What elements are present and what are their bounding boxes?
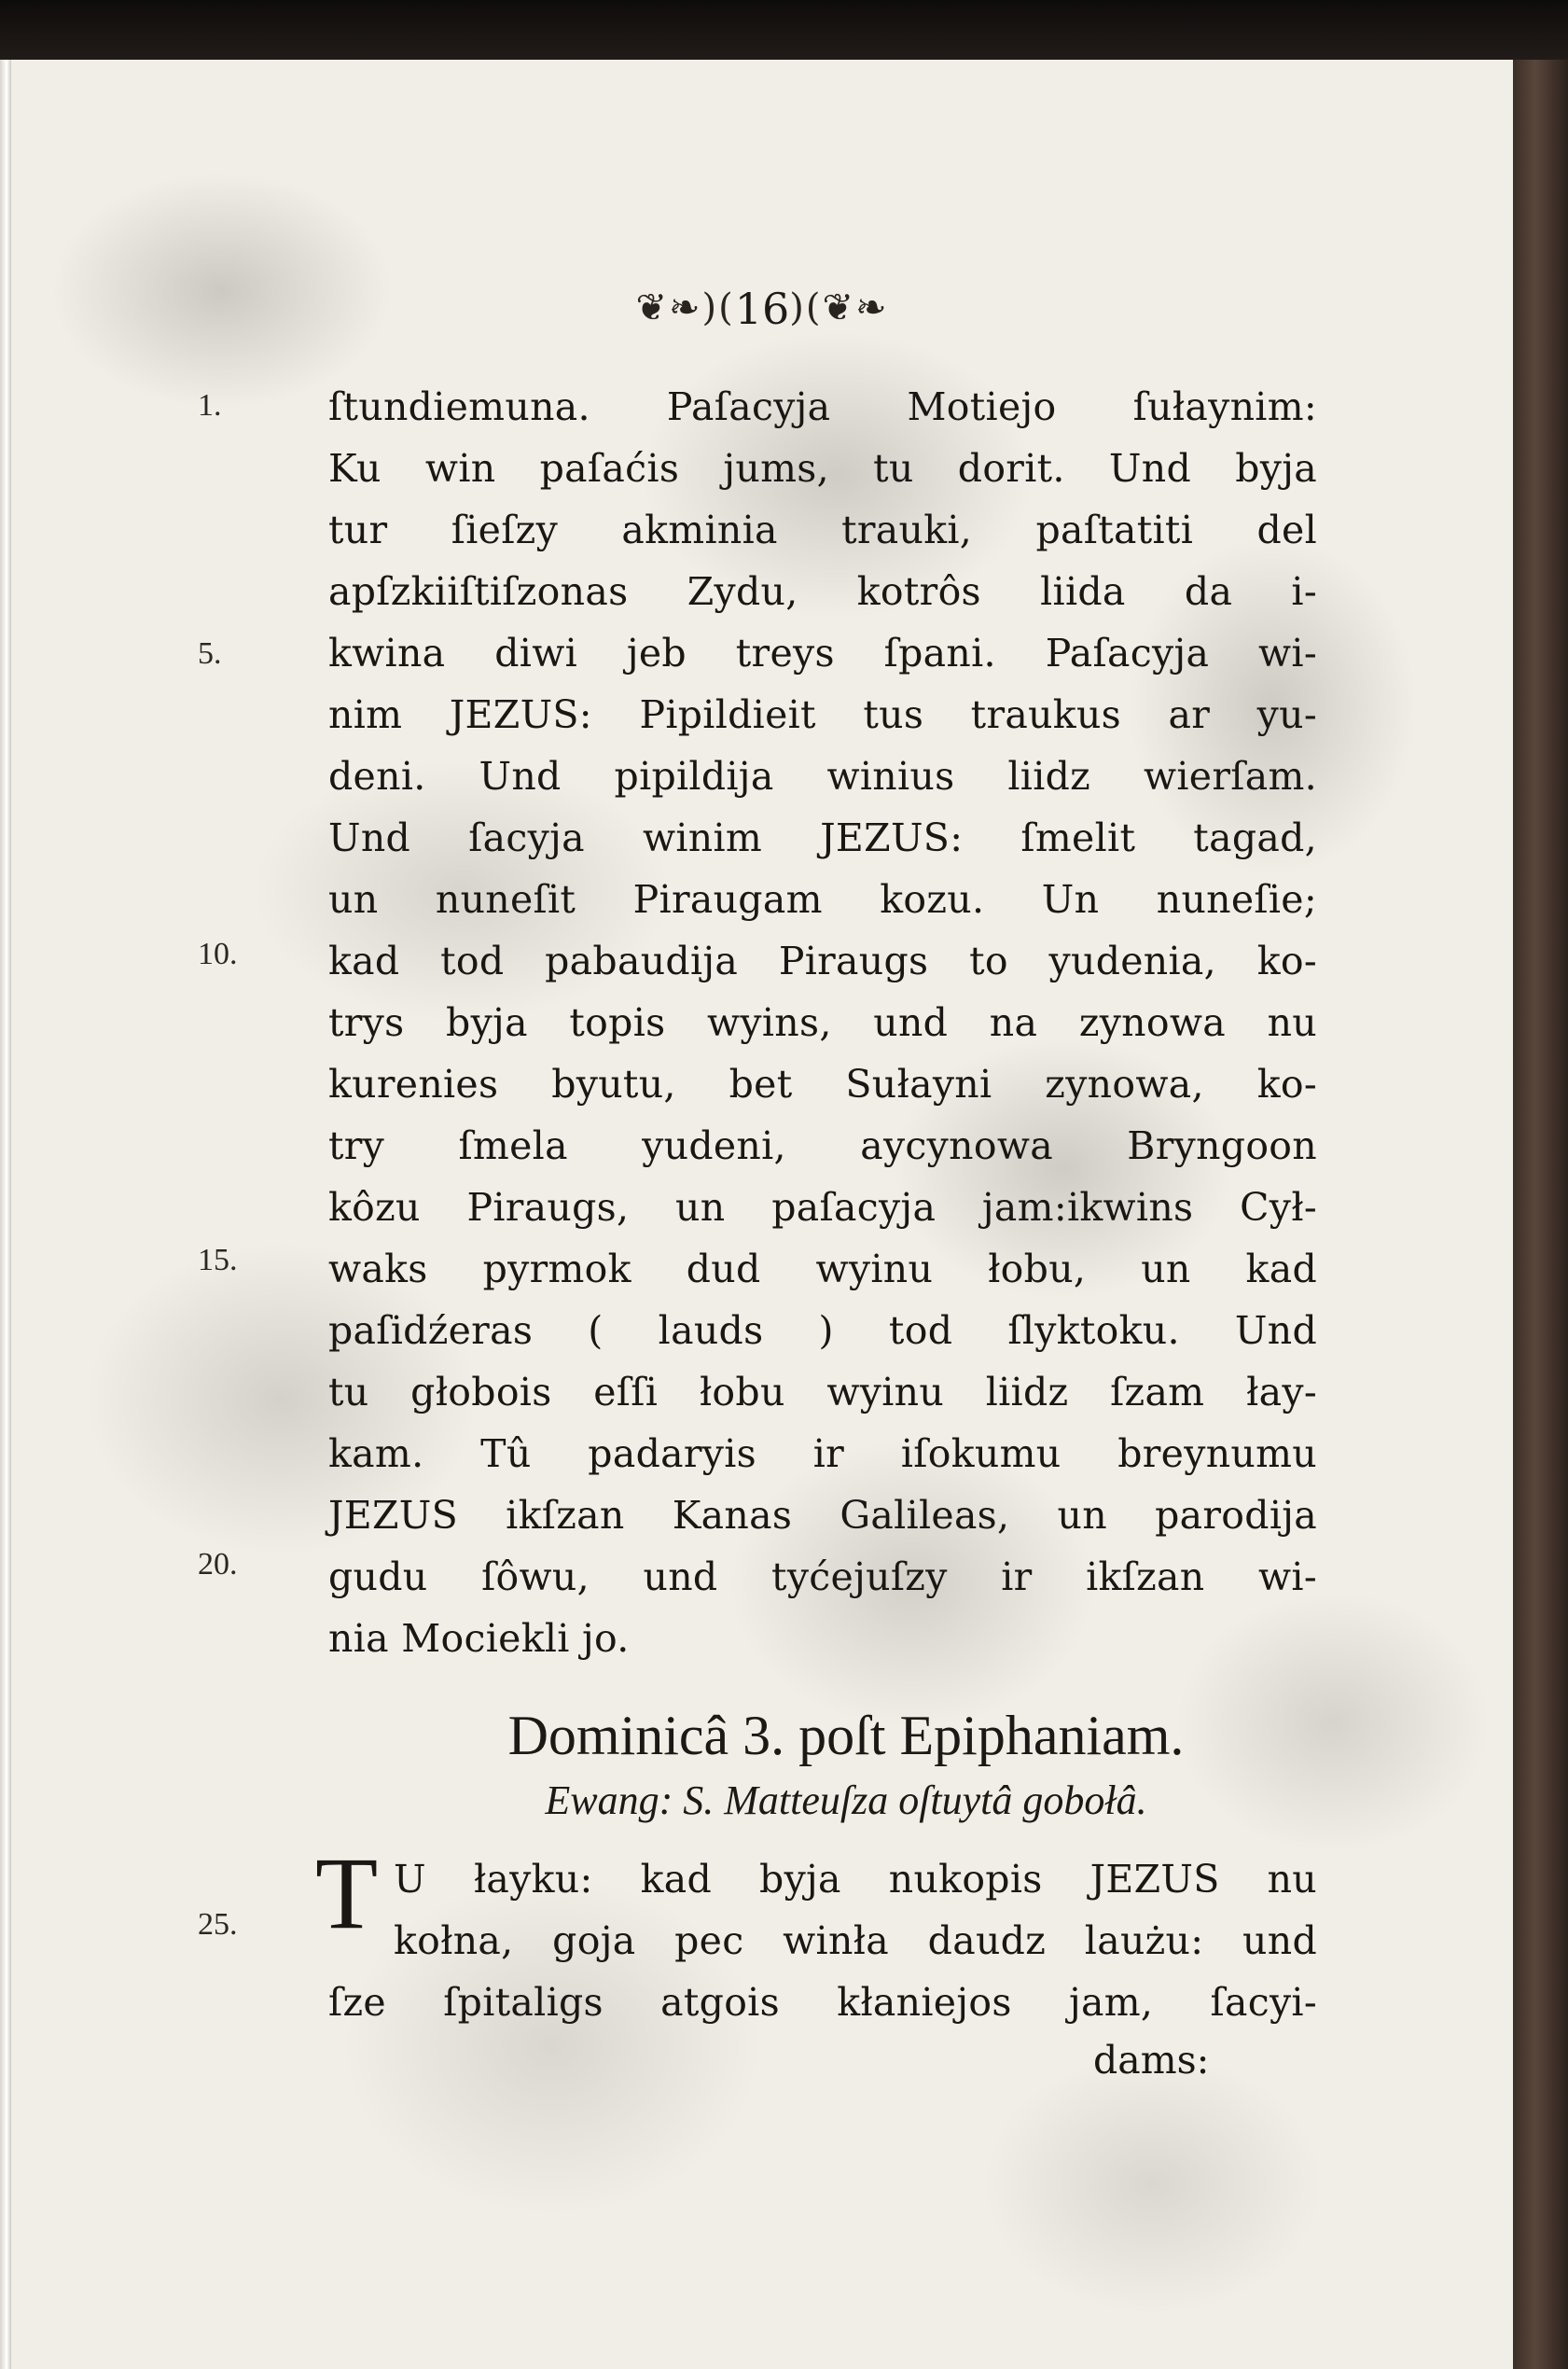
text-line: tur ſieſzy akminia trauki, paſtatiti del [328, 508, 1317, 552]
page-left-edge [0, 60, 11, 2369]
text-line: kôzu Piraugs, un paſacyja jam:ikwins Cył- [328, 1185, 1317, 1230]
text-line: waks pyrmok dud wyinu łobu, un kad [328, 1247, 1317, 1291]
line-number: 1. [198, 388, 222, 423]
text-line: nim JEZUS: Pipildieit tus traukus ar yu- [328, 692, 1317, 737]
page-header [11, 284, 1513, 334]
text-line: JEZUS ikſzan Kanas Galileas, un parodija [328, 1493, 1317, 1538]
text-line: tu głobois eſſi łobu wyinu liidz ſzam łay- [328, 1370, 1317, 1414]
text-line: try ſmela yudeni, aycynowa Bryngoon [328, 1123, 1317, 1168]
text-line: ſze ſpitaligs atgois kłaniejos jam, ſacyi- [328, 1980, 1317, 2025]
text-line: ſtundiemuna. Paſacyja Motiejo ſułaynim: [328, 384, 1317, 429]
catchword: dams: [1093, 2038, 1210, 2083]
text-line: trys byja topis wyins, und na zynowa nu [328, 1000, 1317, 1045]
line-number: 5. [198, 636, 222, 671]
text-line: kołna, goja pec winła daudz laużu: und [394, 1918, 1317, 1963]
line-number: 25. [198, 1907, 238, 1942]
section-subheading: Ewang: S. Matteuſza oſtuytâ gobołâ. [545, 1777, 1147, 1823]
text-line: un nuneſit Piraugam kozu. Un nuneſie; [328, 877, 1317, 922]
text-line: deni. Und pipildija winius liidz wierſam. [328, 754, 1317, 799]
ornament-right-icon: )(❦❧ [789, 286, 889, 329]
text-line: kurenies byutu, bet Sułayni zynowa, ko- [328, 1062, 1317, 1107]
text-line: kad tod pabaudija Piraugs to yudenia, ko- [328, 939, 1317, 983]
scan-dark-border [0, 0, 1568, 65]
text-line: gudu ſôwu, und tyćejuſzy ir ikſzan wi- [328, 1554, 1317, 1599]
text-line: kwina diwi jeb treys ſpani. Paſacyja wi- [328, 631, 1317, 676]
text-line: apſzkiiſtiſzonas Zydu, kotrôs liida da i- [328, 569, 1317, 614]
text-line: nia Mociekli jo. [328, 1616, 630, 1661]
text-line: Und ſacyja winim JEZUS: ſmelit tagad, [328, 815, 1317, 860]
drop-cap: T [315, 1836, 379, 1950]
text-line: kam. Tû padaryis ir iſokumu breynumu [328, 1431, 1317, 1476]
ornament-left-icon: ❦❧)( [635, 286, 735, 329]
text-line: Ku win paſaćis jums, tu dorit. Und byja [328, 446, 1317, 491]
page-number: 16 [734, 284, 790, 334]
line-number: 15. [198, 1243, 238, 1277]
text-line: U łayku: kad byja nukopis JEZUS nu [394, 1857, 1317, 1902]
line-number: 20. [198, 1547, 238, 1582]
text-line: paſidźeras ( lauds ) tod ſlyktoku. Und [328, 1308, 1317, 1353]
book-cover-edge [1513, 60, 1568, 2369]
line-number: 10. [198, 937, 238, 971]
paper-page [11, 60, 1513, 2369]
section-heading: Dominicâ 3. poſt Epiphaniam. [507, 1705, 1185, 1766]
